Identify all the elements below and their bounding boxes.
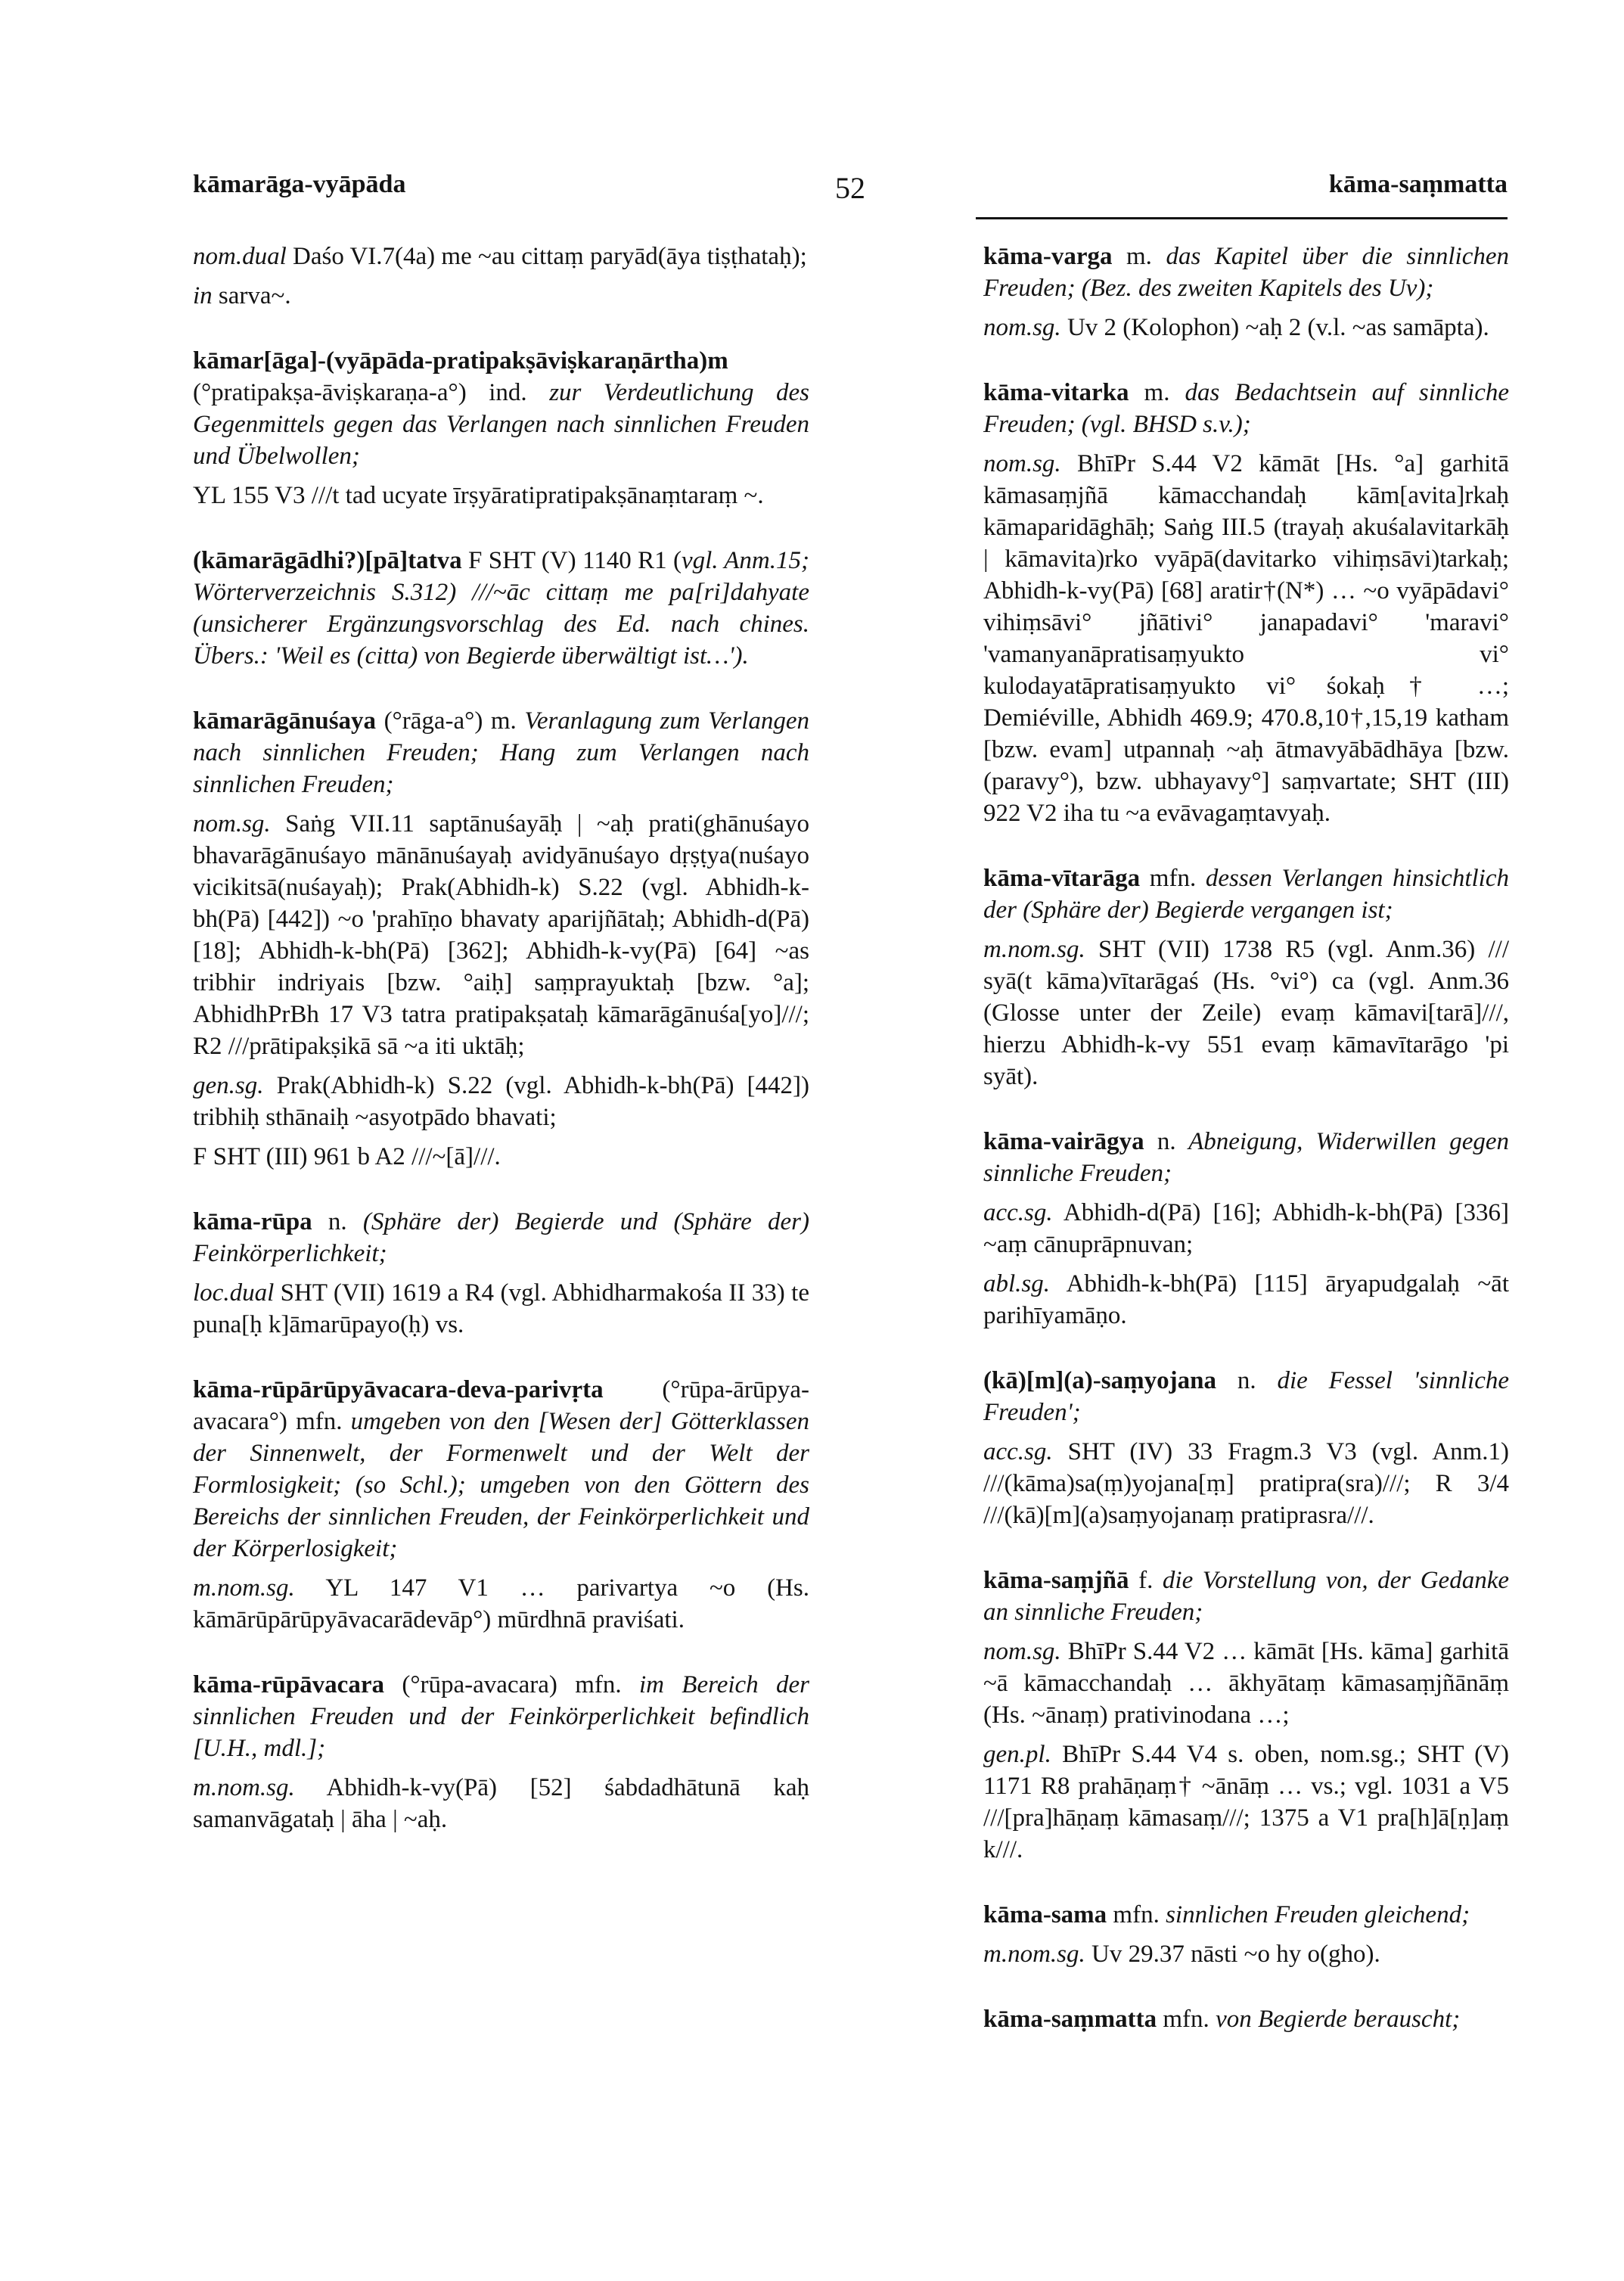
entry-headword: kāma-vītarāga (983, 865, 1141, 892)
entry-meaning: sinnlichen Freuden gleichend; (1159, 1901, 1470, 1928)
citation-grammar-label: m.nom.sg. (193, 1774, 295, 1801)
entry-citation (193, 480, 809, 511)
entry-definition (193, 1206, 809, 1269)
entry-grammar: (°rūpa-ārūpya-avacara°) mfn. (193, 1376, 809, 1435)
entry-citation (983, 312, 1509, 343)
entry-headword: (kā)[m](a)-saṃyojana (983, 1367, 1216, 1394)
entry-definition (983, 377, 1509, 440)
entry-meaning: im Bereich der sinnlichen Freuden und der Feinkörperlichkeit befindlich [U.H., mdl.]; (193, 1671, 810, 1762)
citation-grammar-label: nom.sg. (983, 450, 1061, 477)
entry-citation (193, 1772, 809, 1835)
entry-meaning: Abneigung, Widerwillen gegen sinnliche Freuden; (983, 1128, 1509, 1187)
entry-definition (193, 1374, 809, 1565)
dictionary-entry (983, 1365, 1509, 1531)
entry-grammar: (°rāga-a°) m. (376, 707, 517, 735)
entry-citation (983, 448, 1509, 829)
entry-headword: kāmarāgānuśaya (193, 707, 377, 735)
dictionary-entry (193, 705, 809, 1173)
entry-grammar: m. (1129, 379, 1170, 406)
entry-headword: kāma-rūpārūpyāvacara-deva-parivṛta (193, 1376, 604, 1403)
entry-headword: kāma-varga (983, 243, 1113, 270)
entry-meaning: die Fessel 'sinnliche Freuden'; (983, 1367, 1509, 1426)
entry-grammar: n. (1144, 1128, 1176, 1155)
entry-grammar: (°rūpa-avacara) mfn. (383, 1671, 622, 1698)
page-header (193, 170, 1508, 216)
citation-text: YL 147 V1 … parivartya ~o (Hs. kāmārūpārūpyāvacarādevāp°) mūrdhnā praviśati. (193, 1574, 809, 1633)
entry-meaning: Veranlagung zum Verlangen nach sinnlichen Freuden; Hang zum Verlangen nach sinnlichen Freuden; (193, 707, 809, 798)
header-rule (976, 217, 1508, 219)
entry-grammar: n. (312, 1208, 347, 1235)
entry-meaning: zur Verdeutlichung des Gegenmittels gegen das Verlangen nach sinnlichen Freuden und Übelwollen; (193, 379, 809, 470)
citation-text: Prak(Abhidh-k) S.22 (vgl. Abhidh-k-bh(Pā) [442]) tribhiḥ sthānaiḥ ~asyotpādo bhavati; (193, 1072, 809, 1131)
citation-text: SHT (IV) 33 Fragm.3 V3 (vgl. Anm.1) ///(kāma)sa(ṃ)yojana[ṃ] pratipra(sra)///; R 3/4 ///(kā)[m](a)saṃyojanaṃ pratiprasra///. (983, 1438, 1509, 1529)
entry-definition (193, 705, 809, 800)
citation-grammar-label: nom.dual (193, 243, 287, 270)
citation-grammar-label: acc.sg. (983, 1438, 1053, 1465)
dictionary-entry (983, 2003, 1509, 2035)
citation-text: BhīPr S.44 V4 s. oben, nom.sg.; SHT (V) 1171 R8 prahāṇaṃ† ~ānāṃ … vs.; vgl. 1031 a V5 ///[pra]hāṇaṃ kāmasaṃ///; 1375 a V1 pra[h]ā[ṇ]aṃ k///. (983, 1741, 1509, 1863)
dictionary-entry (983, 862, 1509, 1092)
entry-meaning: von Begierde berauscht; (1209, 2006, 1461, 2033)
citation-text: Daśo VI.7(4a) me ~au cittaṃ paryād(āya tiṣṭhataḥ); (286, 243, 807, 270)
citation-grammar-label: loc.dual (193, 1279, 275, 1307)
dictionary-entry (983, 377, 1509, 829)
dictionary-entry (193, 1206, 809, 1341)
entry-grammar: (°pratipakṣa-āviṣkaraṇa-a°) ind. (193, 379, 527, 406)
entry-definition (983, 1899, 1509, 1931)
entry-citation (983, 1268, 1509, 1332)
entry-definition (983, 862, 1509, 926)
entry-meaning: das Bedachtsein auf sinnliche Freuden; (vgl. BHSD s.v.); (983, 379, 1509, 438)
citation-grammar-label: nom.sg. (983, 314, 1061, 341)
entry-definition (193, 545, 809, 672)
entry-meaning: (Sphäre der) Begierde und (Sphäre der) Feinkörperlichkeit; (193, 1208, 809, 1267)
entry-grammar: mfn. (1107, 1901, 1160, 1928)
entry-headword: kāmar[āga]-(vyāpāda-pratipakṣāviṣkaraṇārtha)m (193, 347, 728, 374)
entry-grammar: F SHT (V) 1140 R1 ( (461, 547, 682, 574)
citation-text: Saṅg VII.11 saptānuśayāḥ | ~aḥ prati(ghānuśayo bhavarāgānuśayo mānānuśayaḥ avidyānuśayo dṛṣṭya(nuśayo vicikitsā(nuśayaḥ); Prak(Abhidh-k) S.22 (vgl. Abhidh-k-bh(Pā) [442]) ~o 'prahīṇo bhavaty aparijñātaḥ; Abhidh-d(Pā) [18]; Abhidh-k-bh(Pā) [362]; Abhidh-k-vy(Pā) [64] ~as tribhir indriyais [bzw. °aiḥ] saṃprayuktaḥ [bzw. °a]; AbhidhPrBh 17 V3 tatra pratipakṣataḥ kāmarāgānuśa[yo]///; R2 ///prātipakṣikā sā ~a iti uktāḥ; (193, 810, 809, 1060)
dictionary-entry (193, 241, 809, 312)
entry-citation (983, 1739, 1509, 1866)
dictionary-entry (193, 1669, 809, 1835)
entry-grammar: f. (1129, 1567, 1154, 1594)
entry-definition (983, 1126, 1509, 1189)
entry-meaning: das Kapitel über die sinnlichen Freuden; (Bez. des zweiten Kapitels des Uv); (983, 243, 1510, 302)
dictionary-entry (193, 345, 809, 511)
entry-headword: kāma-sama (983, 1901, 1107, 1928)
citation-grammar-label: gen.pl. (983, 1741, 1051, 1768)
entry-grammar: mfn. (1140, 865, 1197, 892)
entry-citation (193, 1572, 809, 1636)
dictionary-entry (983, 241, 1509, 343)
entry-citation (193, 1141, 809, 1173)
entry-grammar: n. (1216, 1367, 1256, 1394)
citation-text: Abhidh-d(Pā) [16]; Abhidh-k-bh(Pā) [336] ~aṃ cānuprāpnuvan; (983, 1199, 1509, 1258)
citation-grammar-label: nom.sg. (983, 1638, 1061, 1665)
entry-citation (193, 1070, 809, 1133)
citation-grammar-label: gen.sg. (193, 1072, 264, 1099)
citation-grammar-label: m.nom.sg. (193, 1574, 295, 1602)
citation-grammar-label: acc.sg. (983, 1199, 1053, 1226)
dictionary-entry (983, 1899, 1509, 1970)
citation-text: Abhidh-k-bh(Pā) [115] āryapudgalaḥ ~āt parihīyamāṇo. (983, 1270, 1509, 1329)
entry-meaning: umgeben von den [Wesen der] Götterklassen der Sinnenwelt, der Formenwelt und der Welt der Formlosigkeit; (so Schl.); umgeben von den Göttern des Bereichs der sinnlichen Freuden, der Feinkörperlichkeit und der Körperlosigkeit; (193, 1408, 809, 1562)
citation-text: BhīPr S.44 V2 … kāmāt [Hs. kāma] garhitā ~ā kāmacchandaḥ … ākhyātaṃ kāmasaṃjñānāṃ (Hs. ~ānaṃ) prativinodana …; (983, 1638, 1509, 1729)
entry-meaning: die Vorstellung von, der Gedanke an sinnliche Freuden; (983, 1567, 1509, 1626)
entry-citation (193, 808, 809, 1062)
entry-definition (983, 241, 1509, 304)
entry-grammar: mfn. (1157, 2006, 1209, 2033)
header-left-guideword: kāmarāga-vyāpāda (193, 170, 406, 198)
entry-citation (983, 1636, 1509, 1731)
entry-citation (193, 1277, 809, 1341)
citation-text: Abhidh-k-vy(Pā) [52] śabdadhātunā kaḥ samanvāgataḥ | āha | ~aḥ. (193, 1774, 809, 1833)
citation-text: YL 155 V3 ///t tad ucyate īrṣyāratipratipakṣānaṃtaraṃ ~. (193, 482, 764, 509)
entry-definition (193, 345, 809, 472)
entry-citation (983, 934, 1509, 1092)
entry-headword: kāma-saṃmatta (983, 2006, 1157, 2033)
entry-meaning: vgl. Anm.15; Wörterverzeichnis S.312) ///~āc cittaṃ me pa[ri]dahyate (unsicherer Ergänzungsvorschlag des Ed. nach chines. Übers.: 'Weil es (citta) von Begierde überwältigt ist…'). (193, 547, 810, 670)
citation-text: Uv 2 (Kolophon) ~aḥ 2 (v.l. ~as samāpta). (1060, 314, 1489, 341)
entry-definition (193, 1669, 809, 1764)
citation-grammar-label: m.nom.sg. (983, 936, 1085, 963)
entry-citation (193, 241, 809, 272)
citation-text: Uv 29.37 nāsti ~o hy o(gho). (1085, 1941, 1380, 1968)
citation-grammar-label: m.nom.sg. (983, 1941, 1085, 1968)
entry-meaning: dessen Verlangen hinsichtlich der (Sphäre der) Begierde vergangen ist; (983, 865, 1509, 924)
entry-headword: kāma-rūpāvacara (193, 1671, 384, 1698)
dictionary-entry (983, 1126, 1509, 1332)
citation-grammar-label: nom.sg. (193, 810, 271, 838)
citation-text: SHT (VII) 1738 R5 (vgl. Anm.36) /// syā(t kāma)vītarāgaś (Hs. °vi°) ca (vgl. Anm.36 (Glosse unter der Zeile) evaṃ kāmavi[tarā]///, hierzu Abhidh-k-vy 551 evaṃ kāmavītarāgo 'pi syāt). (983, 936, 1509, 1090)
citation-text: SHT (VII) 1619 a R4 (vgl. Abhidharmakośa II 33) te puna[ḥ k]āmarūpayo(ḥ) vs. (193, 1279, 809, 1338)
citation-grammar-label: abl.sg. (983, 1270, 1051, 1297)
entry-citation (193, 280, 809, 312)
entry-definition (983, 1365, 1509, 1428)
dictionary-entry (983, 1565, 1509, 1866)
page-number: 52 (835, 171, 865, 205)
entry-headword: kāma-vitarka (983, 379, 1129, 406)
entry-headword: (kāmarāgādhi?)[pā]tatva (193, 547, 462, 574)
citation-text: sarva~. (212, 282, 291, 309)
dictionary-entry (193, 1374, 809, 1636)
citation-text: BhīPr S.44 V2 kāmāt [Hs. °a] garhitā kāmasaṃjñā kāmacchandaḥ kām[avita]rkaḥ kāmaparidāghāḥ; Saṅg III.5 (trayaḥ akuśalavitarkāḥ | kāmavita)rko vyāpā(davitarko vihiṃsāvi)tarkaḥ; Abhidh-k-vy(Pā) [68] aratir†(N*) … ~o vyāpādavi° vihiṃsāvi° jñātivi° janapadavi° 'maravi° 'vamanyanāpratisaṃyukto vi° kulodayatāpratisaṃyukto vi° śokaḥ† …; Demiéville, Abhidh 469.9; 470.8,10†,15,19 katham [bzw. evam] utpannaḥ ~aḥ ātmavyābādhāya [bzw. (paravy°), bzw. ubhayavy°] saṃvartate; SHT (III) 922 V2 iha tu ~a evāvagaṃtavyaḥ. (983, 450, 1509, 827)
citation-text: F SHT (III) 961 b A2 ///~[ā]///. (193, 1143, 501, 1170)
entry-headword: kāma-vairāgya (983, 1128, 1144, 1155)
citation-grammar-label: in (193, 282, 213, 309)
entry-headword: kāma-saṃjñā (983, 1567, 1129, 1594)
right-column (983, 241, 1509, 2068)
entry-citation (983, 1436, 1509, 1531)
dictionary-entry (193, 545, 809, 672)
left-column (193, 241, 809, 1869)
entry-grammar: m. (1112, 243, 1152, 270)
entry-citation (983, 1197, 1509, 1260)
entry-citation (983, 1938, 1509, 1970)
entry-headword: kāma-rūpa (193, 1208, 312, 1235)
entry-definition (983, 1565, 1509, 1628)
header-right-guideword: kāma-saṃmatta (1328, 170, 1508, 198)
entry-definition (983, 2003, 1509, 2035)
